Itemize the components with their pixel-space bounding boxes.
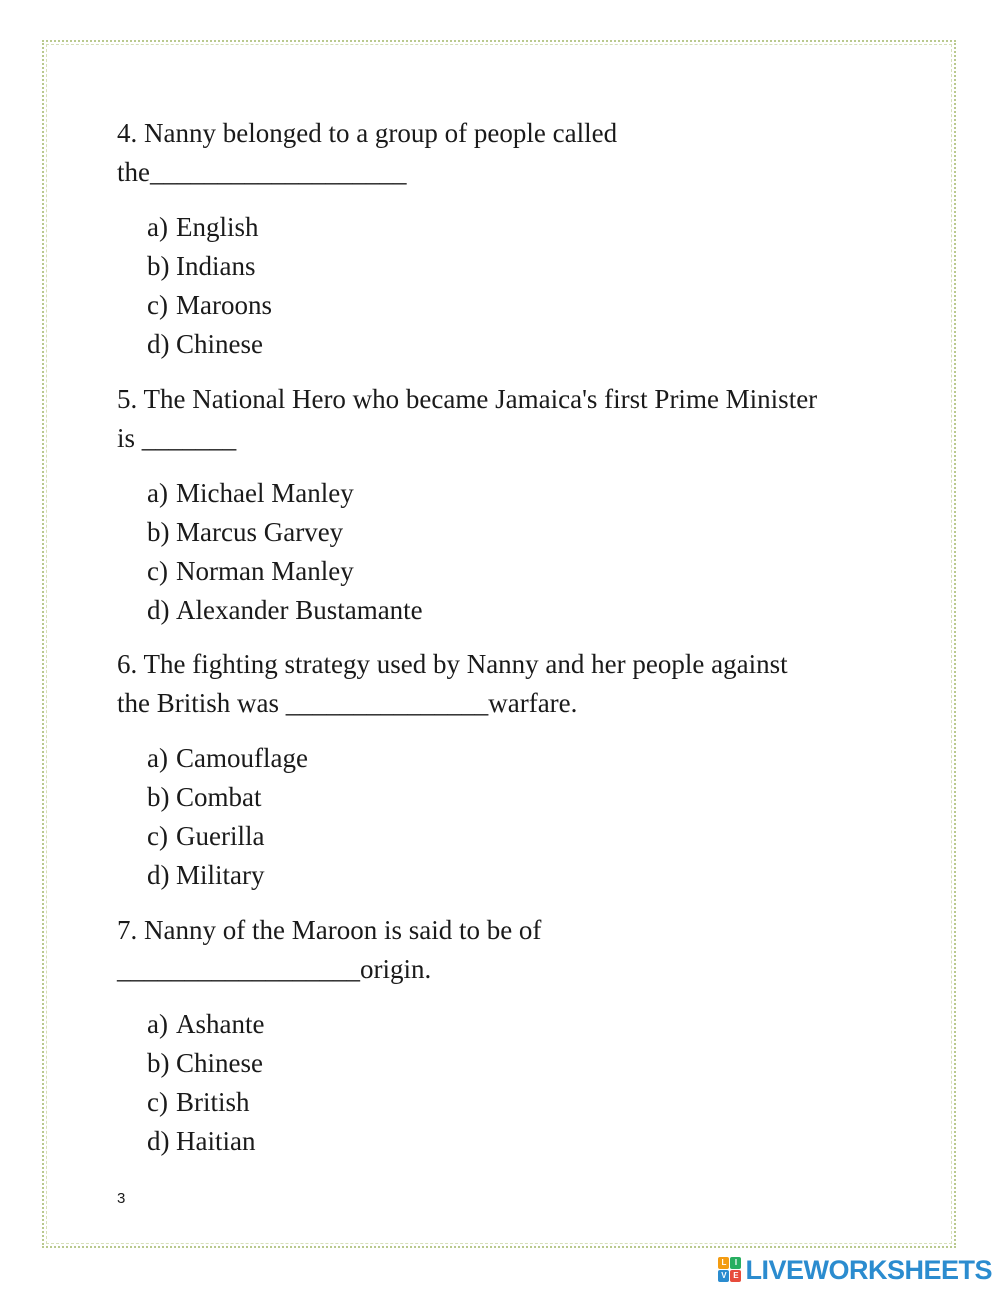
option-7b[interactable]: b) Chinese	[147, 1048, 263, 1078]
option-7d[interactable]: d) Haitian	[147, 1126, 256, 1156]
question-6-line2: the British was _______________warfare.	[117, 688, 578, 718]
option-4c[interactable]: c) Maroons	[147, 290, 272, 320]
question-7-line2: __________________origin.	[117, 954, 432, 984]
option-7c[interactable]: c) British	[147, 1087, 250, 1117]
option-5b[interactable]: b) Marcus Garvey	[147, 517, 344, 547]
page-number: 3	[117, 1190, 126, 1207]
question-4-line2: the___________________	[117, 157, 407, 187]
option-6c[interactable]: c) Guerilla	[147, 821, 265, 851]
option-6d[interactable]: d) Military	[147, 860, 265, 890]
option-4b[interactable]: b) Indians	[147, 251, 256, 281]
question-4-line1: 4. Nanny belonged to a group of people called	[117, 118, 618, 148]
option-7a[interactable]: a) Ashante	[147, 1009, 265, 1039]
brand-name: LIVEWORKSHEETS	[745, 1254, 992, 1285]
question-6-line1: 6. The fighting strategy used by Nanny and her people against	[117, 649, 788, 679]
option-6a[interactable]: a) Camouflage	[147, 743, 308, 773]
question-5	[117, 380, 917, 458]
option-6b[interactable]: b) Combat	[147, 782, 262, 812]
question-6	[117, 645, 917, 723]
question-7	[117, 911, 917, 989]
option-5d[interactable]: d) Alexander Bustamante	[147, 595, 423, 625]
question-5-line2: is _______	[117, 423, 237, 453]
question-5-line1: 5. The National Hero who became Jamaica's first Prime Minister	[117, 384, 818, 414]
option-4a[interactable]: a) English	[147, 212, 259, 242]
question-5-options	[147, 474, 423, 630]
question-6-options	[147, 739, 308, 895]
question-7-options	[147, 1005, 264, 1161]
question-7-line1: 7. Nanny of the Maroon is said to be of	[117, 915, 542, 945]
question-4	[117, 114, 917, 192]
liveworksheets-logo[interactable]	[718, 1252, 992, 1288]
question-4-options	[147, 208, 272, 364]
option-5a[interactable]: a) Michael Manley	[147, 478, 354, 508]
option-5c[interactable]: c) Norman Manley	[147, 556, 354, 586]
liveworksheets-icon: L I V E	[718, 1257, 742, 1283]
option-4d[interactable]: d) Chinese	[147, 329, 263, 359]
